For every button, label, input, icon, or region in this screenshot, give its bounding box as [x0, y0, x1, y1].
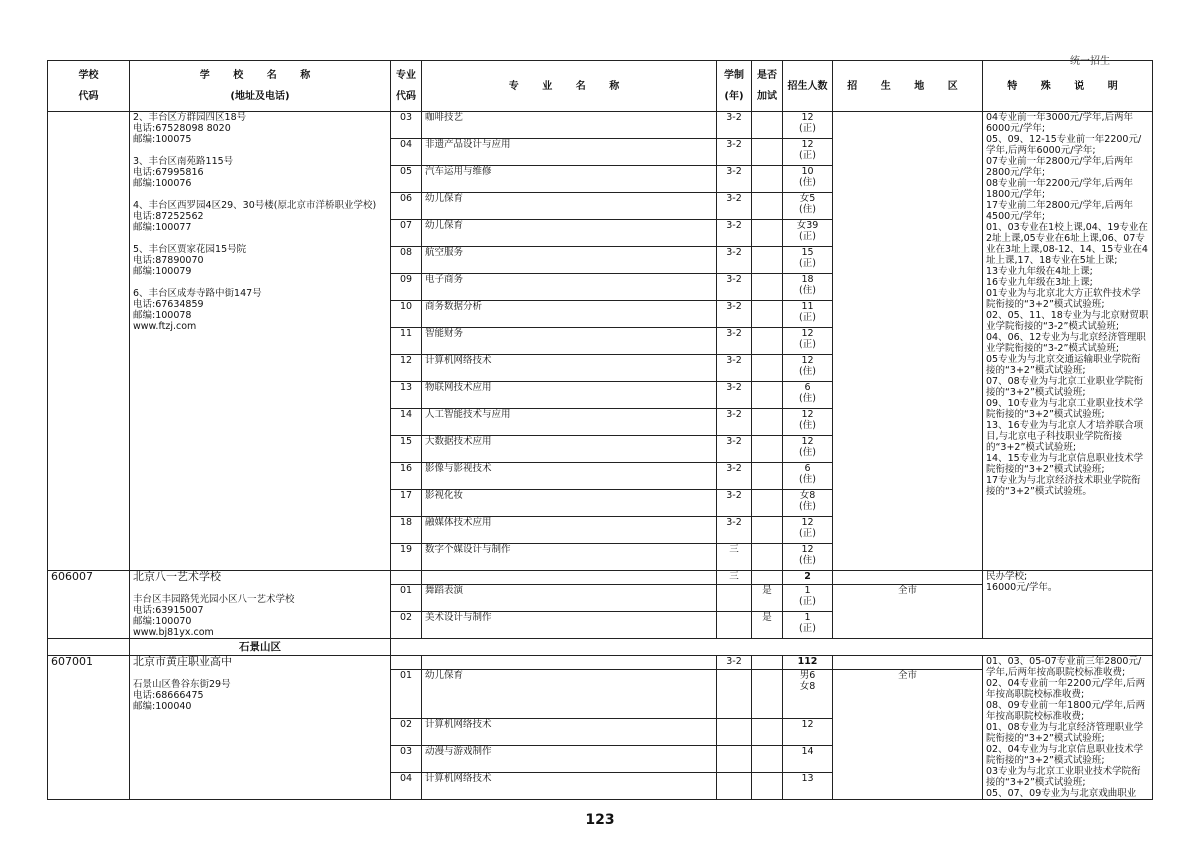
- duration: 3-2: [717, 490, 752, 517]
- major-name: 计算机网络技术: [422, 773, 717, 800]
- major-code: 16: [391, 463, 422, 490]
- major-name: [422, 656, 717, 670]
- extra-exam: [752, 773, 783, 800]
- enroll-count: 18 (住): [783, 274, 833, 301]
- major-code: 02: [391, 612, 422, 639]
- school-address: 丰台区丰园路凭光园小区八一艺术学校 电话:63915007 邮编:100070 www.bj81yx.com: [133, 594, 295, 638]
- school-code: 607001: [48, 656, 130, 800]
- duration: 3-2: [717, 301, 752, 328]
- header-school-name: 学 校 名 称 (地址及电话): [130, 61, 391, 112]
- major-name: 计算机网络技术: [422, 355, 717, 382]
- region: [833, 112, 983, 571]
- school-code: 606007: [48, 571, 130, 639]
- district-spacer: [48, 639, 130, 656]
- enroll-count: 6 (住): [783, 382, 833, 409]
- major-name: 美术设计与制作: [422, 612, 717, 639]
- special-notes: 01、03、05-07专业前三年2800元/学年,后两年按高职院校标准收费; 02、04专业前一年2200元/学年,后两年按高职院校标准收费; 08、09专业前一年1800元/学年,后两年按高职院校标准收费; 01、08专业为与北京经济管理职业学院衔接的“3+2”模式试验班; 02、04专业为与北京信息职业技术学院衔接的“3+2”模式试验班; 03专业为与北京工业职业技术学院衔接的“3+2”模式试验班; 05、07、09专业为与北京戏曲职业: [983, 656, 1153, 800]
- extra-exam: [752, 490, 783, 517]
- major-code: 01: [391, 670, 422, 719]
- major-name: 计算机网络技术: [422, 719, 717, 746]
- header-enroll-count: 招生人数: [783, 61, 833, 112]
- duration: 3-2: [717, 517, 752, 544]
- enroll-count: 女8 (住): [783, 490, 833, 517]
- duration: [717, 670, 752, 719]
- enroll-count: 12 (正): [783, 328, 833, 355]
- school-address: 石景山区鲁谷东街29号 电话:68666475 邮编:100040: [133, 679, 231, 712]
- duration: 3-2: [717, 463, 752, 490]
- duration: 三: [717, 544, 752, 571]
- header-school-code: 学校 代码: [48, 61, 130, 112]
- extra-exam: [752, 355, 783, 382]
- school-code-cell: [48, 112, 130, 571]
- duration: 3-2: [717, 220, 752, 247]
- duration: 3-2: [717, 166, 752, 193]
- district-row: [48, 639, 1153, 656]
- region: [833, 571, 983, 585]
- major-code: 15: [391, 436, 422, 463]
- major-code: 07: [391, 220, 422, 247]
- major-name: 数字个媒设计与制作: [422, 544, 717, 571]
- major-code: 08: [391, 247, 422, 274]
- major-name: 非遗产品设计与应用: [422, 139, 717, 166]
- enroll-count: 12 (住): [783, 355, 833, 382]
- major-name: 动漫与游戏制作: [422, 746, 717, 773]
- major-code: 11: [391, 328, 422, 355]
- major-code: 03: [391, 746, 422, 773]
- duration: [717, 585, 752, 612]
- extra-exam: [752, 328, 783, 355]
- major-name: 舞蹈表演: [422, 585, 717, 612]
- extra-exam: 是: [752, 585, 783, 612]
- table-row: [48, 112, 1153, 139]
- region: [833, 656, 983, 670]
- top-tag: 统一招生: [1070, 56, 1110, 67]
- extra-exam: 是: [752, 612, 783, 639]
- major-name: 汽车运用与维修: [422, 166, 717, 193]
- header-row: [48, 61, 1153, 112]
- district-name: 石景山区: [130, 639, 391, 656]
- special-notes: 04专业前一年3000元/学年,后两年6000元/学年; 05、09、12-15专业前一年2200元/学年,后两年6000元/学年; 07专业前一年2800元/学年,后两年2800元/学年; 08专业前一年2200元/学年,后两年1800元/学年; 17专业前二年2800元/学年,后两年4500元/学年; 01、03专业在1校上课,04、19专业在2址上课,05专业在6址上课,06、07专业在3址上课,08-12、14、15专业在4址上课,17、18专业在5址上课; 13专业九年级在4址上课; 16专业九年级在3址上课; 01专业为与北京北大方正软件技术学院衔接的“3+2”模式试验班; 02、05、11、18专业为与北京财贸职业学院衔接的“3-2”模式试验班; 04、06、12专业为与北京经济管理职业学院衔接的“3-2”模式试验班; 05专业为与北京交通运输职业学院衔接的“3+2”模式试验班; 07、08专业为与北京工业职业学院衔接的“3+2”模式试验班; 09、10专业为与北京工业职业技术学院衔接的“3+2”模式试验班; 13、16专业为与北京人才培养联合项目,与北京电子科技职业学院衔接的“3+2”模式试验班; 14、15专业为与北京信息职业技术学院衔接的“3+2”模式试验班; 17专业为与北京经济技术职业学院衔接的“3+2”模式试验班。: [983, 112, 1153, 571]
- extra-exam: [752, 719, 783, 746]
- duration: 3-2: [717, 328, 752, 355]
- extra-exam: [752, 247, 783, 274]
- extra-exam: [752, 193, 783, 220]
- school-name-address: [130, 656, 391, 800]
- major-name: [422, 571, 717, 585]
- enroll-count: 女39 (正): [783, 220, 833, 247]
- header-duration: 学制 (年): [717, 61, 752, 112]
- major-name: 智能财务: [422, 328, 717, 355]
- school-name: 北京八一艺术学校: [133, 570, 221, 583]
- extra-exam: [752, 436, 783, 463]
- enroll-total: 112: [783, 656, 833, 670]
- major-code: 04: [391, 773, 422, 800]
- major-code: 12: [391, 355, 422, 382]
- extra-exam: [752, 301, 783, 328]
- major-code: 17: [391, 490, 422, 517]
- duration: 3-2: [717, 409, 752, 436]
- duration: 3-2: [717, 139, 752, 166]
- region: 全市: [833, 585, 983, 639]
- district-filler: [391, 639, 1153, 656]
- enroll-count: 6 (住): [783, 463, 833, 490]
- enroll-count: 女5 (住): [783, 193, 833, 220]
- enroll-count: 1 (正): [783, 612, 833, 639]
- extra-exam: [752, 139, 783, 166]
- major-name: 影视化妆: [422, 490, 717, 517]
- school-name-address: [130, 571, 391, 639]
- major-name: 咖啡技艺: [422, 112, 717, 139]
- enroll-count: 12 (住): [783, 409, 833, 436]
- major-name: 商务数据分析: [422, 301, 717, 328]
- enroll-count: 12 (正): [783, 139, 833, 166]
- extra-exam: [752, 517, 783, 544]
- region: 全市: [833, 670, 983, 800]
- enroll-count: 11 (正): [783, 301, 833, 328]
- duration: [717, 719, 752, 746]
- major-name: 大数据技术应用: [422, 436, 717, 463]
- major-code: 02: [391, 719, 422, 746]
- enroll-count: 15 (正): [783, 247, 833, 274]
- duration: 3-2: [717, 355, 752, 382]
- duration: 3-2: [717, 382, 752, 409]
- duration: [717, 612, 752, 639]
- duration: [717, 746, 752, 773]
- major-name: 人工智能技术与应用: [422, 409, 717, 436]
- header-region: 招 生 地 区: [833, 61, 983, 112]
- enroll-count: 12: [783, 719, 833, 746]
- major-name: 幼儿保育: [422, 193, 717, 220]
- major-code: 05: [391, 166, 422, 193]
- major-name: 幼儿保育: [422, 220, 717, 247]
- duration: 3-2: [717, 247, 752, 274]
- enroll-count: 14: [783, 746, 833, 773]
- major-code: 03: [391, 112, 422, 139]
- duration: 3-2: [717, 112, 752, 139]
- enroll-count: 13: [783, 773, 833, 800]
- extra-exam: [752, 409, 783, 436]
- header-major-name: 专 业 名 称: [422, 61, 717, 112]
- header-major-code: 专业 代码: [391, 61, 422, 112]
- major-name: 物联网技术应用: [422, 382, 717, 409]
- header-extra-exam: 是否 加试: [752, 61, 783, 112]
- header-notes: 特 殊 说 明: [983, 61, 1153, 112]
- major-code: 10: [391, 301, 422, 328]
- enrollment-table: [47, 60, 1153, 800]
- duration: [717, 773, 752, 800]
- duration: 3-2: [717, 656, 752, 670]
- major-name: 影像与影视技术: [422, 463, 717, 490]
- major-name: 电子商务: [422, 274, 717, 301]
- major-name: 融媒体技术应用: [422, 517, 717, 544]
- extra-exam: [752, 463, 783, 490]
- enroll-count: 12 (住): [783, 436, 833, 463]
- major-code: 13: [391, 382, 422, 409]
- extra-exam: [752, 571, 783, 585]
- major-code: [391, 571, 422, 585]
- enroll-total: 2: [783, 571, 833, 585]
- major-code: 09: [391, 274, 422, 301]
- page-number: 123: [585, 812, 615, 828]
- school-name: 北京市黄庄职业高中: [133, 655, 232, 668]
- enroll-count: 男6 女8: [783, 670, 833, 719]
- table-row: [48, 656, 1153, 670]
- extra-exam: [752, 746, 783, 773]
- duration: 3-2: [717, 274, 752, 301]
- duration: 3-2: [717, 193, 752, 220]
- extra-exam: [752, 670, 783, 719]
- major-name: 幼儿保育: [422, 670, 717, 719]
- extra-exam: [752, 220, 783, 247]
- extra-exam: [752, 112, 783, 139]
- duration: 3-2: [717, 436, 752, 463]
- enroll-count: 12 (正): [783, 112, 833, 139]
- major-code: 18: [391, 517, 422, 544]
- major-code: 04: [391, 139, 422, 166]
- extra-exam: [752, 274, 783, 301]
- extra-exam: [752, 382, 783, 409]
- extra-exam: [752, 544, 783, 571]
- enroll-count: 1 (正): [783, 585, 833, 612]
- enroll-count: 10 (住): [783, 166, 833, 193]
- major-name: 航空服务: [422, 247, 717, 274]
- duration: 三: [717, 571, 752, 585]
- major-code: 14: [391, 409, 422, 436]
- major-code: 19: [391, 544, 422, 571]
- major-code: [391, 656, 422, 670]
- school-address: 2、丰台区方群园四区18号 电话:67528098 8020 邮编:100075 3、丰台区南苑路115号 电话:67995816 邮编:100076 4、丰台区西罗园4区29、30号楼(原北京市洋桥职业学校) 电话:87252562 邮编:100077 5、丰台区贾家花园15号院 电话:87890070 邮编:100079 6、丰台区成寿寺路中街147号 电话:67634859 邮编:100078 www.ftzj.com: [130, 112, 391, 571]
- table-row: [48, 571, 1153, 585]
- enroll-count: 12 (住): [783, 544, 833, 571]
- major-code: 01: [391, 585, 422, 612]
- extra-exam: [752, 166, 783, 193]
- special-notes: 民办学校; 16000元/学年。: [983, 571, 1153, 639]
- major-code: 06: [391, 193, 422, 220]
- enroll-count: 12 (正): [783, 517, 833, 544]
- extra-exam: [752, 656, 783, 670]
